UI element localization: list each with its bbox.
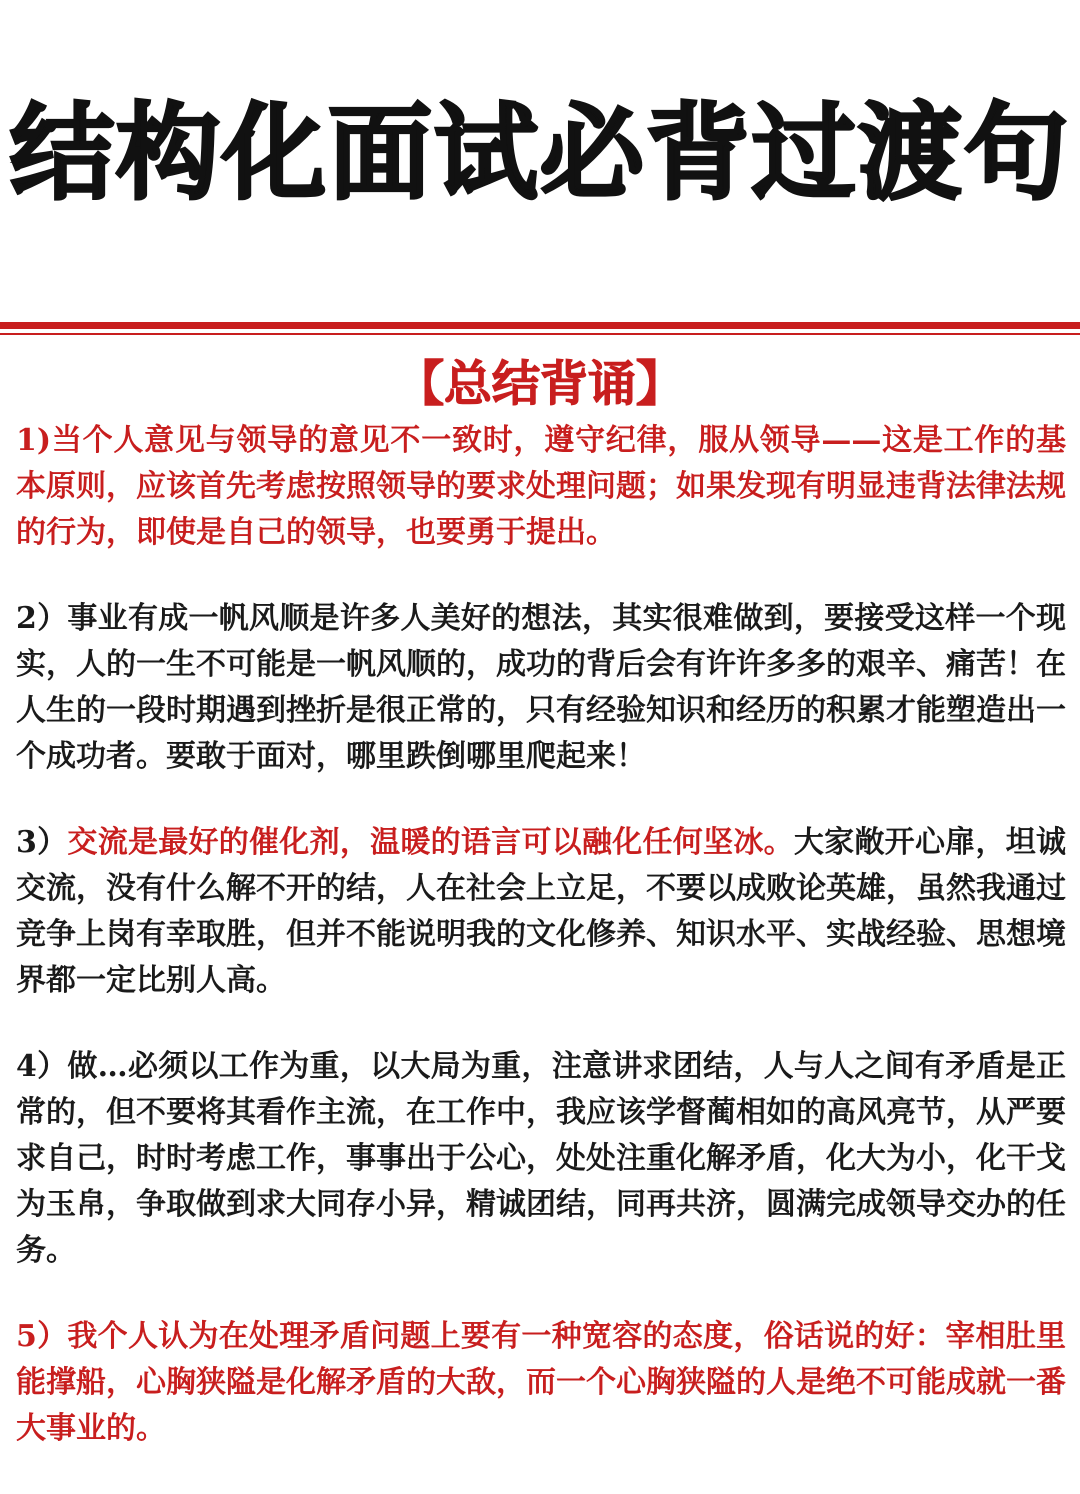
- paragraph-2: 2）事业有成一帆风顺是许多人美好的想法，其实很难做到，要接受这样一个现实，人的一生不可能是一帆风顺的，成功的背后会有许许多多的艰辛、痛苦！在人生的一段时期遇到挫折是很正常的，只有经验知识和经历的积累才能塑造出一个成功者。要敢于面对，哪里跌倒哪里爬起来！: [16, 601, 1066, 774]
- paragraph-3-highlight: 交流是最好的催化剂，温暖的语言可以融化任何坚冰。: [67, 825, 794, 860]
- paragraph-3: [16, 820, 1066, 1004]
- paragraph-3-rest: 大家敞开心扉，坦诚交流，没有什么解不开的结，人在社会上立足，不要以成败论英雄，虽然我通过竞争上岗有幸取胜，但并不能说明我的文化修养、知识水平、实战经验、思想境界都一定比别人高。: [16, 825, 1067, 998]
- content-body: [16, 418, 1066, 1494]
- paragraph-1: 1)当个人意见与领导的意见不一致时，遵守纪律，服从领导——这是工作的基本原则，应该首先考虑按照领导的要求处理问题；如果发现有明显违背法律法规的行为，即使是自己的领导，也要勇于提出。: [16, 423, 1066, 550]
- paragraph-4: 4）做…必须以工作为重，以大局为重，注意讲求团结，人与人之间有矛盾是正常的，但不要将其看作主流，在工作中，我应该学督蔺相如的高风亮节，从严要求自己，时时考虑工作，事事出于公心，处处注重化解矛盾，化大为小，化干戈为玉帛，争取做到求大同存小异，精诚团结，同再共济，圆满完成领导交办的任务。: [16, 1049, 1066, 1268]
- title-divider-thick: [0, 322, 1080, 329]
- paragraph-3-prefix: 3）: [16, 825, 68, 860]
- title-divider-thin: [0, 333, 1080, 335]
- section-heading: 【总结背诵】: [395, 356, 684, 412]
- page-title: 结构化面试必背过渡句: [9, 92, 1070, 214]
- paragraph-5: 5）我个人认为在处理矛盾问题上要有一种宽容的态度，俗话说的好：宰相肚里能撑船，心胸狭隘是化解矛盾的大敌，而一个心胸狭隘的人是绝不可能成就一番大事业的。: [16, 1319, 1066, 1446]
